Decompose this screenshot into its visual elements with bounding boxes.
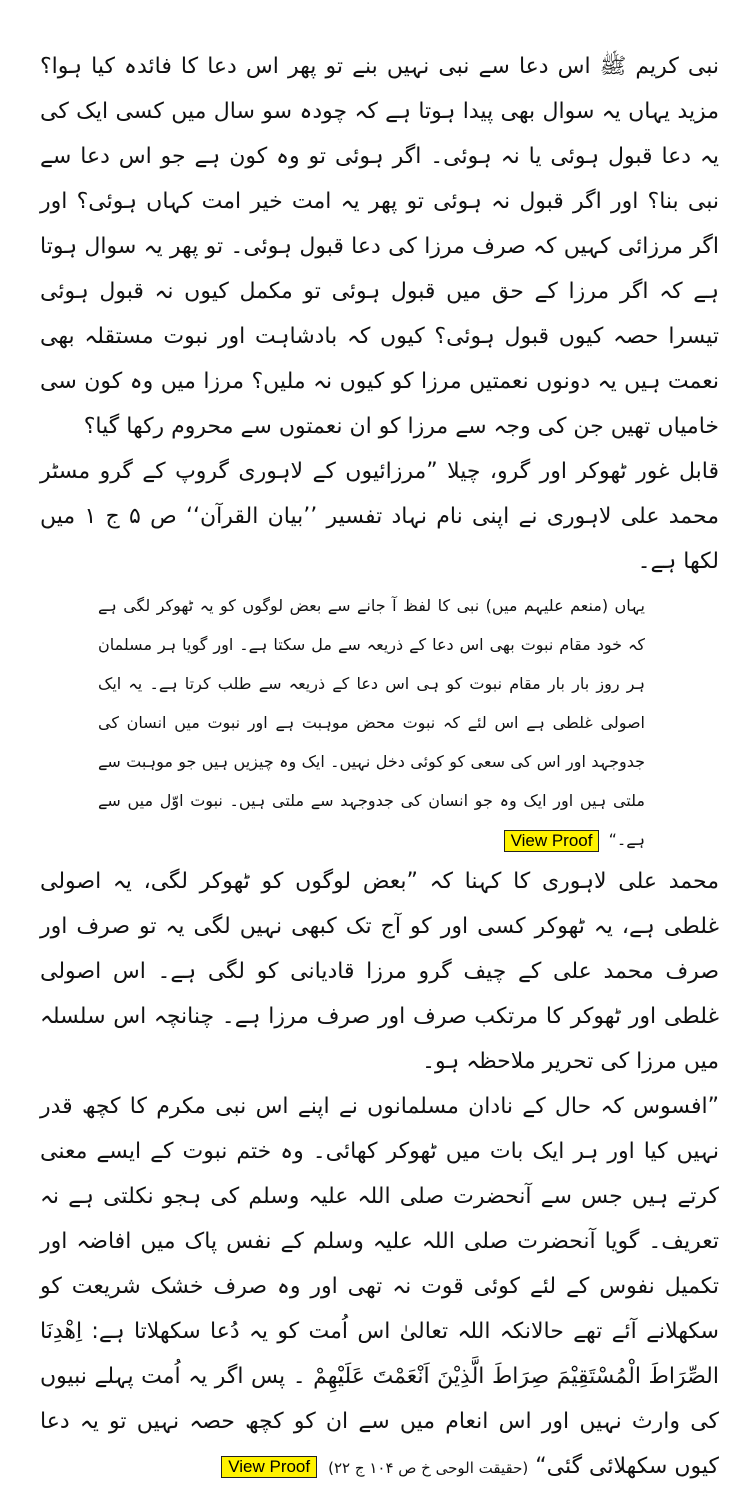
quote-text: یہاں (منعم علیہم میں) نبی کا لفظ آ جانے سے بعض لوگوں کو یہ ٹھوکر لگی ہے کہ خود مقام نبوت بھی اس دعا کے ذریعہ سے مل سکتا ہے۔ اور گویا ہر مسلمان ہر روز بار بار مقام نبوت کو ہی اس دعا کے ذریعہ سے طلب کرتا ہے۔ یہ ایک اصولی غلطی ہے اس لئے کہ نبوت محض موہبت ہے اور نبوت میں انسان کی جدوجہد اور اس کی سعی کو کوئی دخل نہیں۔ ایک وہ چیزیں ہیں جو موہبت سے ملتی ہیں اور ایک وہ جو انسان کی جدوجہد سے ملتی ہیں۔ نبوت اوّل میں سے ہے۔“ — [98, 596, 645, 849]
paragraph-4 — [40, 1084, 719, 1491]
reference-citation: (حقیقت الوحی خ ص ۱۰۴ ج ۲۲) — [328, 1459, 529, 1477]
quote-mirza: ”افسوس کہ حال کے نادان مسلمانوں نے اپنے اس نبی مکرم کا کچھ قدر نہیں کیا اور ہر ایک بات میں ٹھوکر کھائی۔ وہ ختم نبوت کے ایسے معنی کرتے ہیں جس سے آنحضرت صلی اللہ علیہ وسلم کی ہجو نکلتی ہے نہ تعریف۔ گویا آنحضرت صلی اللہ علیہ وسلم کے نفس پاک میں افاضہ اور تکمیل نفوس کے لئے کوئی قوت نہ تھی اور وہ صرف خشک شریعت کو سکھلانے آئے تھے حالانکہ اللہ تعالیٰ اس اُمت کو یہ دُعا سکھلاتا ہے: اِھْدِنَا الصِّرَاطَ الْمُسْتَقِیْمَ صِرَاطَ الَّذِیْنَ اَنْعَمْتَ عَلَیْھِمْ ۔ پس اگر یہ اُمت پہلے نبیوں کی وارث نہیں اور اس انعام میں سے ان کو کچھ حصہ نہیں تو یہ دعا کیوں سکھلائی گئی“ — [40, 1094, 719, 1479]
paragraph-3: محمد علی لاہوری کا کہنا کہ ”بعض لوگوں کو ٹھوکر لگی، یہ اصولی غلطی ہے، یہ ٹھوکر کسی اور کو آج تک کبھی نہیں لگی یہ تو صرف اور صرف محمد علی کے چیف گرو مرزا قادیانی کو لگی ہے۔ اس اصولی غلطی اور ٹھوکر کا مرتکب صرف اور صرف مرزا ہے۔ چنانچہ اس سلسلہ میں مرزا کی تحریر ملاحظہ ہو۔ — [40, 869, 719, 1074]
view-proof-button-2[interactable]: View Proof — [221, 1456, 317, 1478]
view-proof-button-1[interactable]: View Proof — [504, 830, 600, 852]
paragraph-1: نبی کریم ﷺ اس دعا سے نبی نہیں بنے تو پھر اس دعا کا فائدہ کیا ہوا؟ مزید یہاں یہ سوال بھی پیدا ہوتا ہے کہ چودہ سو سال میں کسی ایک کی یہ دعا قبول ہوئی یا نہ ہوئی۔ اگر ہوئی تو وہ کون ہے جو اس دعا سے نبی بنا؟ اور اگر قبول نہ ہوئی تو پھر یہ امت خیر امت کہاں ہوئی؟ اور اگر مرزائی کہیں کہ صرف مرزا کی دعا قبول ہوئی۔ تو پھر یہ سوال ہوتا ہے کہ اگر مرزا کے حق میں قبول ہوئی تو مکمل کیوں نہ قبول ہوئی تیسرا حصہ کیوں قبول ہوئی؟ کیوں کہ بادشاہت اور نبوت مستقلہ بھی نعمت ہیں یہ دونوں نعمتیں مرزا کو کیوں نہ ملیں؟ مرزا میں وہ کون سی خامیاں تھیں جن کی وجہ سے مرزا کو ان نعمتوں سے محروم رکھا گیا؟ — [40, 54, 719, 439]
paragraph-2: قابل غور ٹھوکر اور گرو، چیلا ”مرزائیوں کے لاہوری گروپ کے گرو مسٹر محمد علی لاہوری نے اپنی نام نہاد تفسیر ’’بیان القرآن‘‘ ص ۵ ج ۱ میں لکھا ہے۔ — [40, 459, 719, 574]
block-quote — [98, 586, 645, 859]
